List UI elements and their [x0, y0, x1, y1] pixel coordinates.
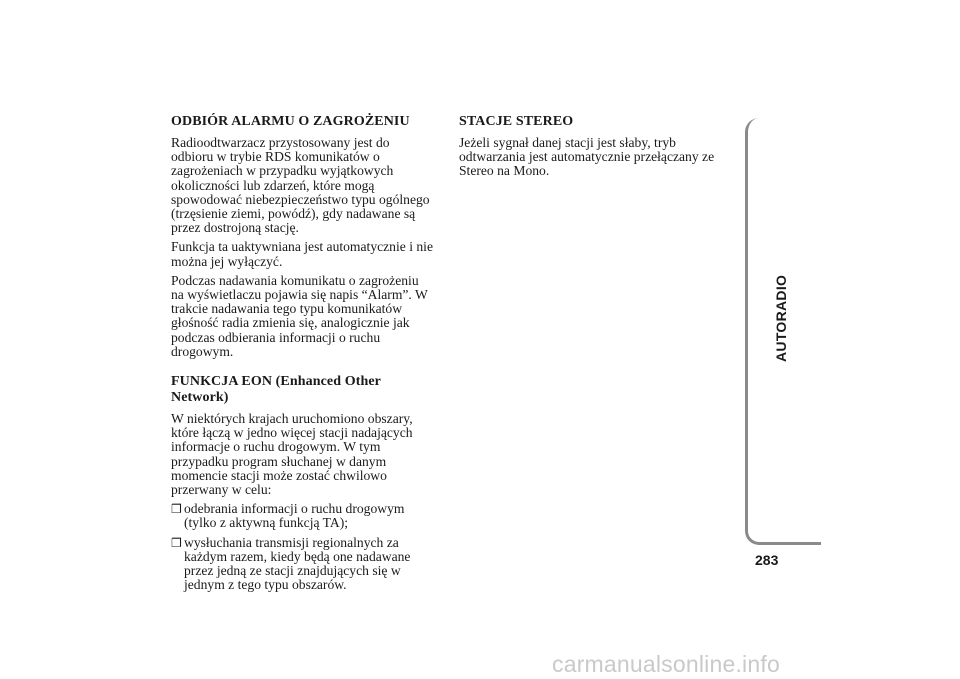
checkbox-bullet-icon: ❒ — [171, 535, 182, 550]
paragraph: Funkcja ta uaktywniana jest automatycznie i nie można jej wyłączyć. — [171, 239, 433, 269]
list-item — [171, 502, 433, 530]
section-heading-alarm: ODBIÓR ALARMU O ZAGROŻENIU — [171, 114, 410, 129]
bullet-list — [171, 502, 433, 592]
section-heading-stereo: STACJE STEREO — [459, 114, 574, 129]
left-column — [171, 114, 433, 597]
section-gap — [171, 364, 433, 374]
paragraph: W niektórych krajach uruchomiono obszary, które łączą w jedno więcej stacji nadających informacje o ruchu drogowym. W tym przypadku program słuchanej w danym momencie stacji może zostać chwilowo przerwany w celu: — [171, 411, 413, 498]
list-item-text: wysłuchania transmisji regionalnych za każdym razem, kiedy będą one nadawane przez jedną ze stacji znajdujących się w jednym z tego typu obszarów. — [184, 534, 411, 593]
watermark: carmanualsonline.info — [552, 651, 780, 677]
section-heading-eon: FUNKCJA EON (Enhanced Other Network) — [171, 374, 381, 406]
page-number: 283 — [755, 552, 779, 568]
right-column — [459, 114, 721, 184]
checkbox-bullet-icon: ❒ — [171, 502, 182, 517]
side-tab-label: AUTORADIO — [773, 274, 789, 362]
list-item-text: odebrania informacji o ruchu drogowym (tylko z aktywną funkcją TA); — [184, 501, 405, 531]
paragraph: Podczas nadawania komunikatu o zagrożeniu na wyświetlaczu pojawia się napis “Alarm”. W trakcie nadawania tego typu komunikatów głośność radia zmienia się, analogicznie jak podczas odbierania informacji o ruchu drogowym. — [171, 272, 428, 359]
paragraph: Jeżeli sygnał danej stacji jest słaby, tryb odtwarzania jest automatycznie przełączany ze Stereo na Mono. — [459, 135, 715, 179]
list-item — [171, 536, 433, 593]
paragraph: Radioodtwarzacz przystosowany jest do odbioru w trybie RDS komunikatów o zagrożeniach w przypadku wyjątkowych okoliczności lub zdarzeń, które mogą spowodować niebezpieczeństwo typu ogólnego (trzęsienie ziemi, powódź), gdy nadawane są przez dostrojoną stację. — [171, 135, 430, 236]
